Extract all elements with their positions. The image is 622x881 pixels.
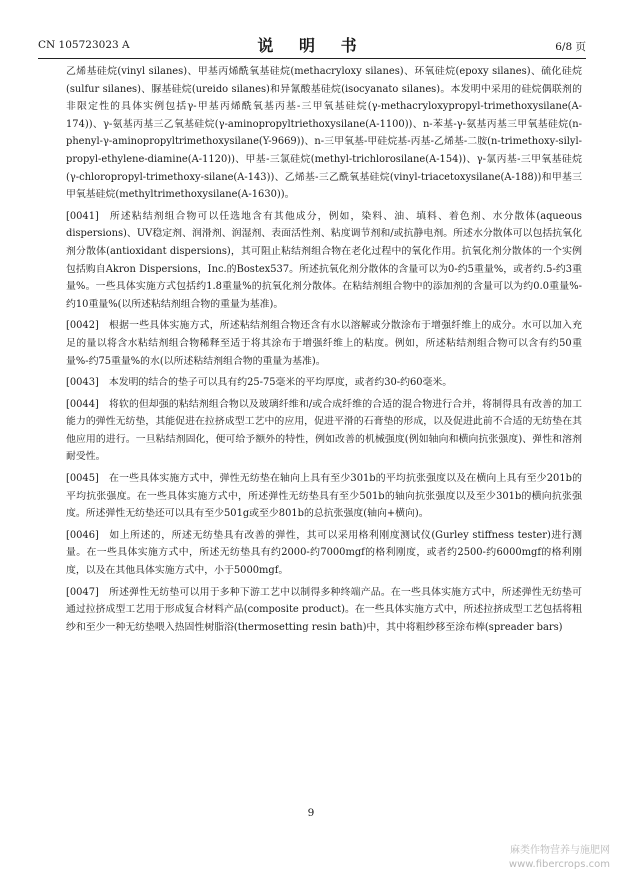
document-title: 说 明 书 [257, 36, 367, 55]
paragraph-0047: [0047] 所述弹性无纺垫可以用于多种下游工艺中以制得多种终端产品。在一些具体实施方式中，所述弹性无纺垫可通过拉挤成型工艺用于形成复合材料产品(composite product)。在一些具体实施方式中，所述拉挤成型工艺包括将粗纱和至少一种无纺垫喂入热固性树脂浴(thermosetting resin bath)中，其中将粗纱移至涂布棒(spreader bars) [66, 584, 582, 637]
watermark-line-2: www.fibercrops.com [508, 859, 610, 870]
header-rule [38, 58, 586, 59]
paragraph-0042: [0042] 根据一些具体实施方式，所述粘结剂组合物还含有水以溶解或分散涂布于增强纤维上的成分。水可以加入充足的量以将含水粘结剂组合物稀释至适于将其涂布于增强纤维上的粘度。例如，所述粘结剂组合物可以含有约50重量%-约75重量%的水(以所述粘结剂组合物的重量为基准)。 [66, 317, 582, 370]
paragraph-continued: 乙烯基硅烷(vinyl silanes)、甲基丙烯酰氧基硅烷(methacryloxy silanes)、环氧硅烷(epoxy silanes)、硫化硅烷(sulfur silanes)、脲基硅烷(ureido silanes)和异氰酸基硅烷(isocyanato silanes)。本发明中采用的硅烷偶联剂的非限定性的具体实例包括γ-甲基丙烯酰氧基丙基-三甲氧基硅烷(γ-methacryloxypropyl-trimethoxysilane(A-174))、γ-氨基丙基三乙氧基硅烷(γ-aminopropyltriethoxysilane(A-1100))、n-苯基-γ-氨基丙基三甲氧基硅烷(n-phenyl-γ-aminopropyltrimethoxysilane(Y-9669))、n-三甲氧基-甲硅烷基-丙基-乙烯基-二胺(n-trimethoxy-silyl-propyl-ethylene-diamine(A-1120))、甲基-三氯硅烷(methyl-trichlorosilane(A-154))、γ-氯丙基-三甲氧基硅烷(γ-chloropropyl-trimethoxy-silane(A-143))、乙烯基-三乙酰氧基硅烷(vinyl-triacetoxysilane(A-188))和甲基三甲氧基硅烷(methyltrimethoxysilane(A-1630))。 [66, 66, 582, 201]
page-label: 6/8 页 [555, 41, 586, 53]
paragraph-number: [0045] [66, 473, 99, 485]
paragraph-0046: [0046] 如上所述的，所述无纺垫具有改善的弹性，其可以采用格利刚度测试仪(Gurley stiffness tester)进行测量。在一些具体实施方式中，所述无纺垫具有约2000-约7000mgf的格利刚度，或者约2500-约6000mgf的格利刚度，以及在其他具体实施方式中，小于5000mgf。 [66, 527, 582, 580]
paragraph-number: [0046] [66, 529, 99, 541]
page-header [38, 30, 586, 58]
paragraph-0045: [0045] 在一些具体实施方式中，弹性无纺垫在轴向上具有至少301b的平均抗张强度以及在横向上具有至少201b的平均抗张强度。在一些具体实施方式中，所述弹性无纺垫具有至少501b的轴向抗张强度以及至少301b的横向抗张强度。所述弹性无纺垫还可以具有至少501g或至少801b的总抗张强度(轴向+横向)。 [66, 470, 582, 523]
paragraph-number: [0042] [66, 320, 99, 332]
page-number: 9 [307, 807, 315, 819]
paragraph-number: [0043] [66, 377, 99, 389]
paragraph-number: [0047] [66, 586, 99, 598]
paragraph-number: [0041] [66, 210, 99, 222]
watermark [509, 844, 610, 872]
watermark-line-1: 麻类作物营养与施肥网 [510, 845, 610, 856]
paragraph-0044: [0044] 将软的但却强的粘结剂组合物以及玻璃纤维和/或合成纤维的合适的混合物进行合并，将制得具有改善的加工能力的弹性无纺垫，其能促进在拉挤成型工艺中的应用，促进平滑的石膏垫的形成，以及促进此前不合适的无纺垫在其他应用的进行。一旦粘结剂固化，便可给予额外的特性，例如改善的机械强度(例如轴向和横向抗张强度)、弹性和溶剂耐受性。 [66, 396, 582, 466]
document-body [66, 63, 582, 636]
paragraph-number: [0044] [66, 398, 99, 410]
patent-number: CN 105723023 A [38, 39, 130, 51]
paragraph-0041: [0041] 所述粘结剂组合物可以任选地含有其他成分，例如，染料、油、填料、着色剂、水分散体(aqueous dispersions)、UV稳定剂、润滑剂、润湿剂、表面活性剂、粘度调节剂和/或抗静电剂。所述水分散体可以包括抗氧化剂分散体(antioxidant dispersions)，其可阻止粘结剂组合物在老化过程中的氧化作用。抗氧化剂分散体的一个实例包括购自Akron Dispersions，Inc.的Bostex537。所述抗氧化剂分散体的含量可以为0-约5重量%，或者约.5-约3重量%。一些具体实施方式包括约1.8重量%的抗氧化剂分散体。在粘结剂组合物中的添加剂的含量可以为约0.0重量%-约10重量%(以所述粘结剂组合物的重量为基准)。 [66, 208, 582, 314]
paragraph-0043: [0043] 本发明的结合的垫子可以具有约25-75毫米的平均厚度，或者约30-约60毫米。 [66, 374, 582, 392]
